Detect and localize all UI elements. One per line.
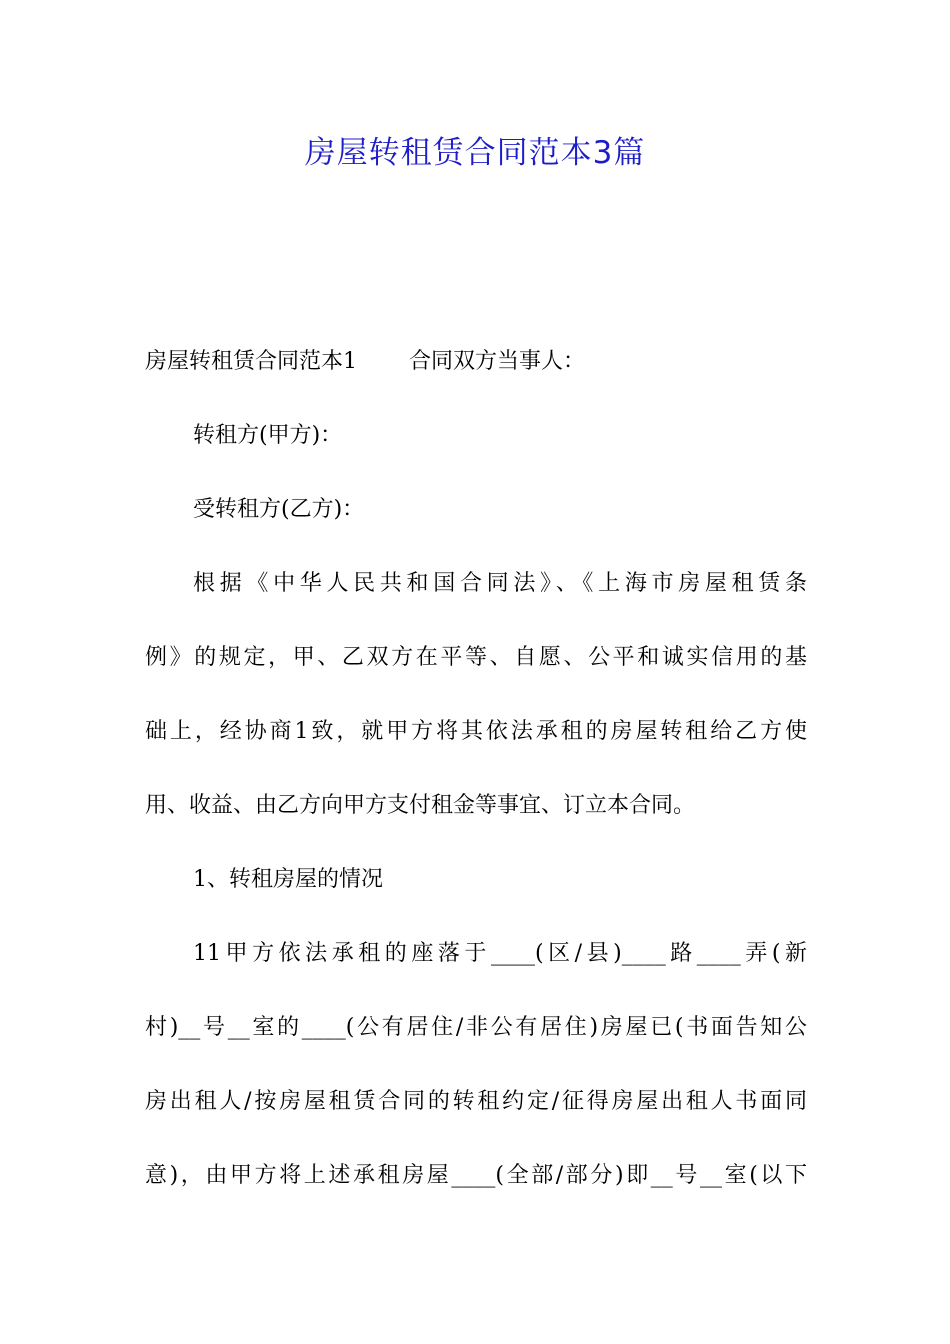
- party-b-line: 受转租方(乙方)：: [193, 497, 365, 522]
- document-title: 房屋转租赁合同范本3篇: [304, 135, 646, 171]
- parties-label: 合同双方当事人：: [409, 349, 586, 374]
- preamble-line: 例》的规定，甲、乙双方在平等、自愿、公平和诚实信用的基: [145, 645, 807, 670]
- clause-line: 意)，由甲方将上述承租房屋____(全部/部分)即__号__室(以下: [145, 1163, 807, 1188]
- preamble-line: 础上，经协商1致，就甲方将其依法承租的房屋转租给乙方使: [145, 719, 807, 744]
- clause-line: 村)__号__室的____(公有居住/非公有居住)房屋已(书面告知公: [145, 1015, 807, 1040]
- clause-line: 房出租人/按房屋租赁合同的转租约定/征得房屋出租人书面同: [145, 1089, 807, 1114]
- preamble-line: 用、收益、由乙方向甲方支付租金等事宜、订立本合同。: [145, 793, 696, 818]
- preamble-paragraph: [145, 547, 807, 843]
- party-a-line: 转租方(甲方)：: [193, 423, 343, 448]
- clause-line: 11甲方依法承租的座落于____(区/县)____路____弄(新: [193, 941, 807, 966]
- clause-1-1-paragraph: [145, 917, 807, 1213]
- section-1-heading: 1、转租房屋的情况: [193, 867, 383, 892]
- intro-line: [145, 325, 585, 399]
- preamble-line: 根据《中华人民共和国合同法》、《上海市房屋租赁条: [193, 571, 807, 596]
- contract-heading: 房屋转租赁合同范本1: [145, 349, 357, 374]
